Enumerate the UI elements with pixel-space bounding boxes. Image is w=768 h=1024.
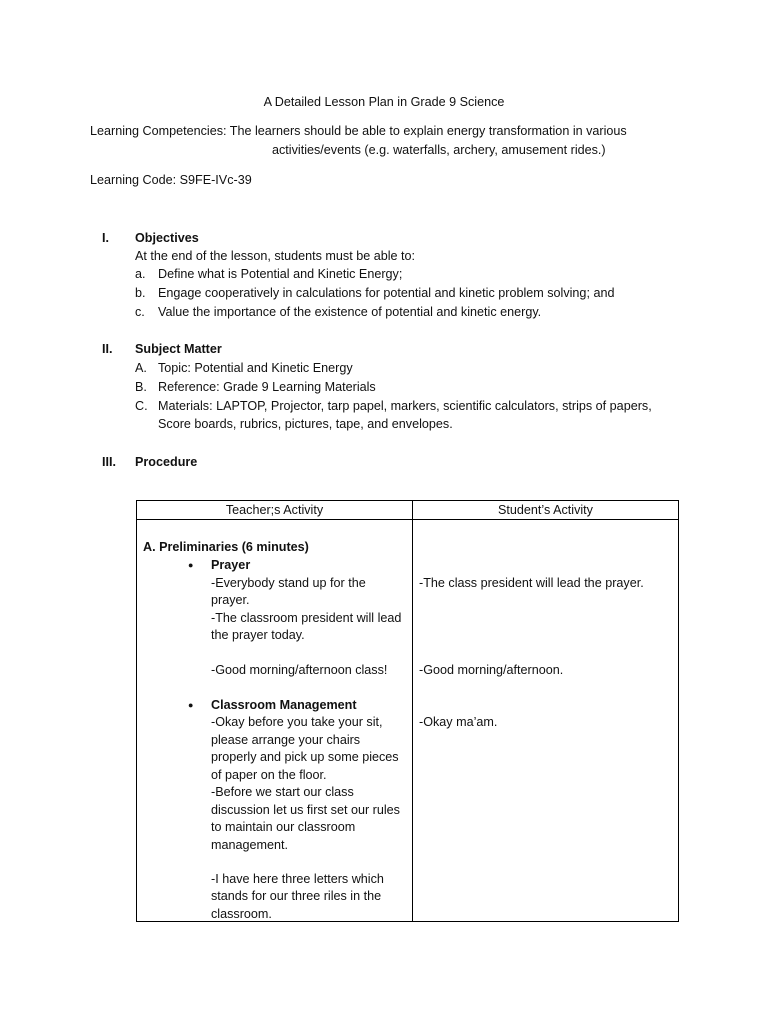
student-line: -Good morning/afternoon.	[419, 663, 564, 677]
objective-item: Engage cooperatively in calculations for potential and kinetic problem solving; and	[158, 286, 615, 300]
learning-code: Learning Code: S9FE-IVc-39	[90, 173, 252, 187]
teacher-line: discussion let us first set our rules	[211, 803, 400, 817]
teacher-line: -I have here three letters which	[211, 872, 384, 886]
teacher-activity-cell	[137, 520, 413, 922]
subject-matter-letter: B.	[135, 380, 147, 394]
objectives-numeral: I.	[102, 231, 109, 245]
teacher-line: stands for our three riles in the	[211, 889, 382, 903]
subject-matter-letter: C.	[135, 399, 148, 413]
teacher-line: -Good morning/afternoon class!	[211, 663, 388, 677]
prayer-heading: Prayer	[211, 558, 251, 572]
objectives-intro: At the end of the lesson, students must be able to:	[135, 249, 416, 263]
student-activity-cell	[413, 520, 679, 922]
student-line: -The class president will lead the prayer.	[419, 576, 644, 590]
objective-letter: b.	[135, 286, 146, 300]
teacher-activity-header: Teacher;s Activity	[137, 501, 413, 520]
subject-matter-item: Topic: Potential and Kinetic Energy	[158, 361, 353, 375]
teacher-line: -Everybody stand up for the	[211, 576, 366, 590]
preliminaries-heading: A. Preliminaries (6 minutes)	[143, 540, 309, 554]
teacher-line: please arrange your chairs	[211, 733, 361, 747]
objective-item: Define what is Potential and Kinetic Energy;	[158, 267, 403, 281]
objectives-heading: Objectives	[135, 231, 199, 245]
teacher-line: -Okay before you take your sit,	[211, 715, 383, 729]
objective-letter: a.	[135, 267, 146, 281]
teacher-line: management.	[211, 838, 289, 852]
teacher-line: prayer.	[211, 593, 250, 607]
objective-letter: c.	[135, 305, 145, 319]
teacher-line: to maintain our classroom	[211, 820, 356, 834]
learning-competencies-line1: Learning Competencies: The learners should be able to explain energy transformation in various	[90, 124, 627, 138]
teacher-line: the prayer today.	[211, 628, 305, 642]
student-activity-header: Student’s Activity	[413, 501, 679, 520]
document-title: A Detailed Lesson Plan in Grade 9 Science	[263, 95, 505, 109]
bullet-icon: ●	[188, 700, 194, 710]
subject-matter-letter: A.	[135, 361, 147, 375]
teacher-line: properly and pick up some pieces	[211, 750, 399, 764]
subject-matter-item: Materials: LAPTOP, Projector, tarp papel, markers, scientific calculators, strips of papers,	[158, 399, 652, 413]
subject-matter-item: Reference: Grade 9 Learning Materials	[158, 380, 376, 394]
subject-matter-numeral: II.	[102, 342, 113, 356]
teacher-line: -Before we start our class	[211, 785, 354, 799]
procedure-numeral: III.	[102, 455, 116, 469]
learning-competencies-line2: activities/events (e.g. waterfalls, archery, amusement rides.)	[272, 143, 606, 157]
student-line: -Okay ma’am.	[419, 715, 498, 729]
procedure-heading: Procedure	[135, 455, 198, 469]
teacher-line: -The classroom president will lead	[211, 611, 402, 625]
classroom-management-heading: Classroom Management	[211, 698, 357, 712]
procedure-table	[136, 500, 679, 922]
subject-matter-heading: Subject Matter	[135, 342, 222, 356]
teacher-line: of paper on the floor.	[211, 768, 327, 782]
bullet-icon: ●	[188, 560, 194, 570]
teacher-line: classroom.	[211, 907, 272, 921]
objective-item: Value the importance of the existence of potential and kinetic energy.	[158, 305, 542, 319]
materials-continuation: Score boards, rubrics, pictures, tape, and envelopes.	[158, 417, 453, 431]
